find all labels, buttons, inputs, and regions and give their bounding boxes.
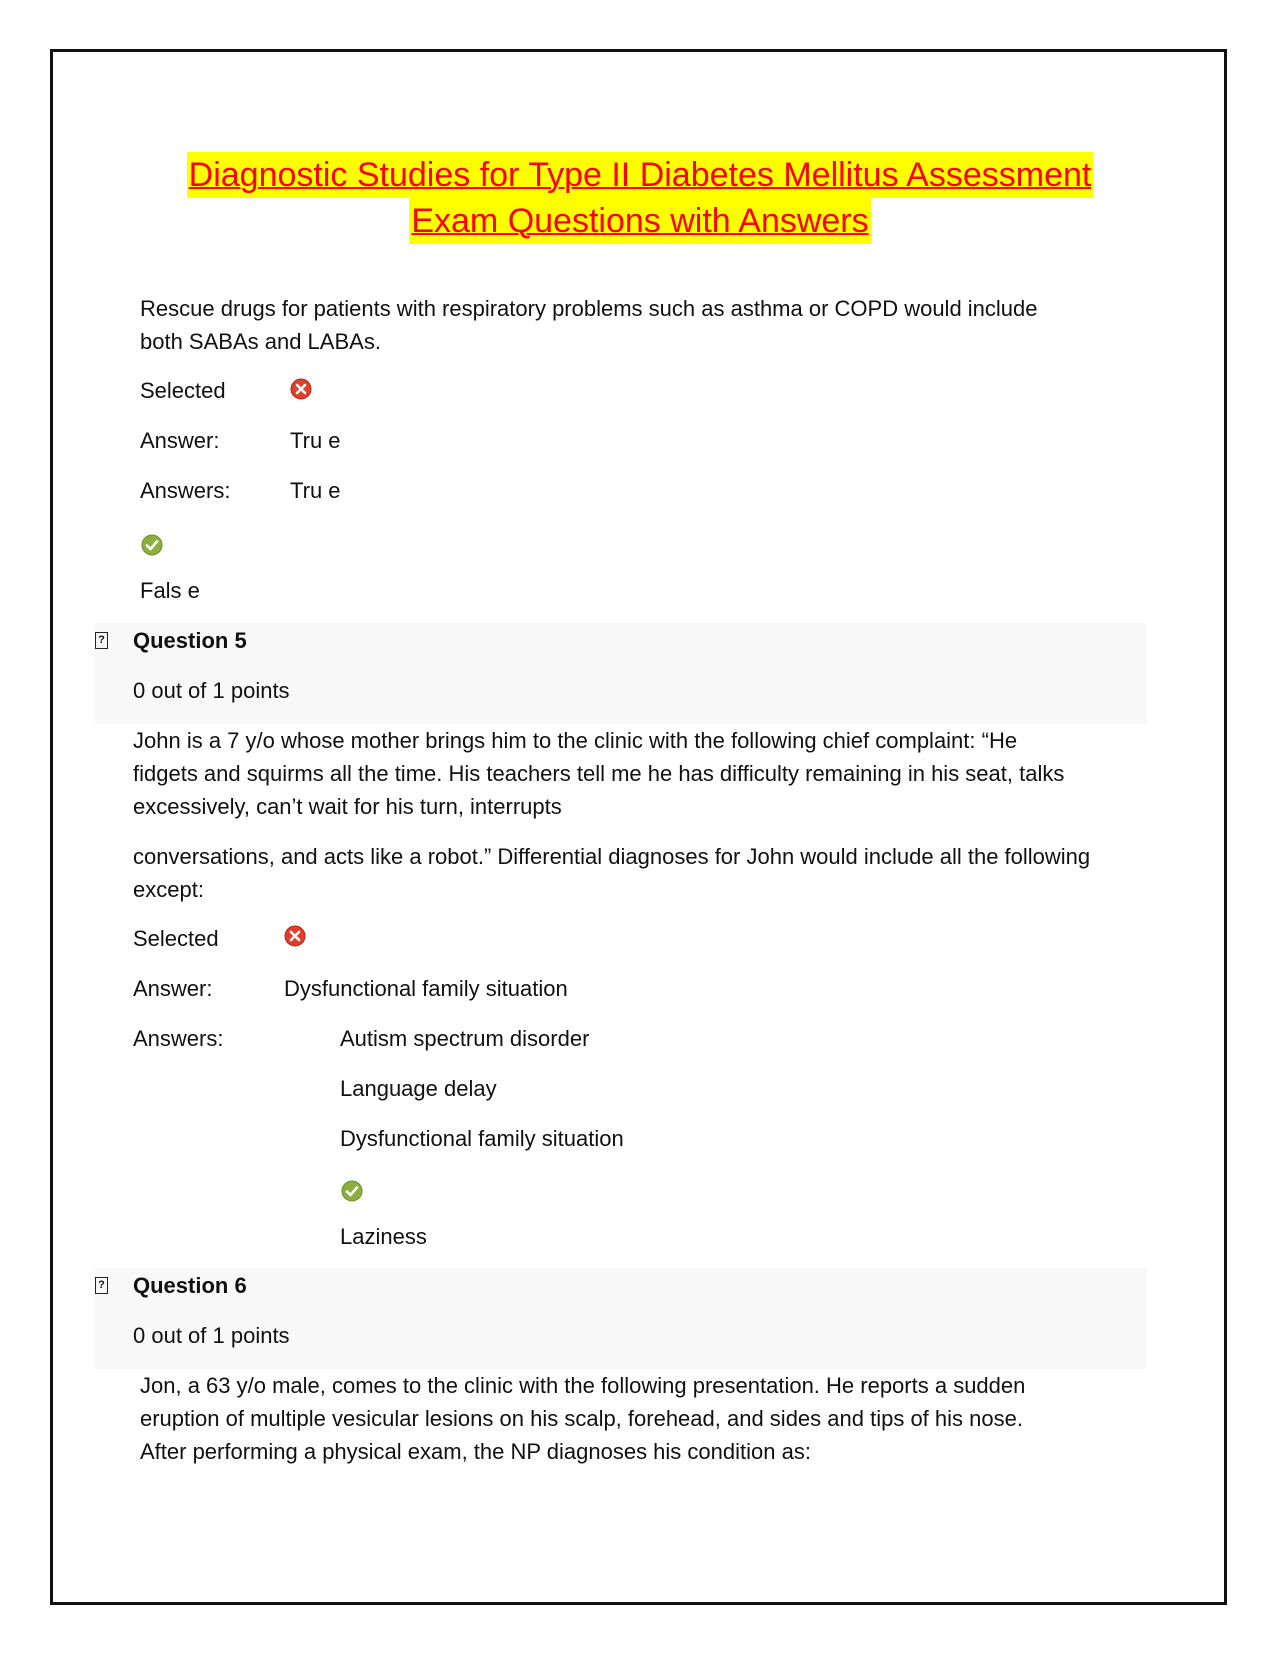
incorrect-icon <box>284 925 306 947</box>
q5-question-text-2: fidgets and squirms all the time. His teachers tell me he has difficulty remaining in his seat, talks <box>133 761 1065 786</box>
q4-question-text-1: Rescue drugs for patients with respiratory problems such as asthma or COPD would include <box>140 296 1038 321</box>
q5-answer-label: Answer: <box>133 976 213 1001</box>
q5-question-text-4: conversations, and acts like a robot.” Differential diagnoses for John would include all the following <box>133 844 1091 869</box>
q5-heading: Question 5 <box>133 628 247 653</box>
q4-question-text-2: both SABAs and LABAs. <box>140 329 381 354</box>
q6-points: 0 out of 1 points <box>133 1323 290 1348</box>
q5-answer-option: Laziness <box>340 1224 427 1249</box>
q5-question-text-1: John is a 7 y/o whose mother brings him to the clinic with the following chief complaint: “He <box>133 728 1018 753</box>
correct-check-icon <box>341 1180 363 1202</box>
q6-question-text-2: eruption of multiple vesicular lesions on his scalp, forehead, and sides and tips of his nose. <box>140 1406 1023 1431</box>
q4-answer-option: Tru e <box>290 478 341 503</box>
q4-answer-label: Answer: <box>140 428 220 453</box>
title-line-1: Diagnostic Studies for Type II Diabetes Mellitus Assessment <box>187 152 1094 198</box>
q5-question-text-5: except: <box>133 877 204 902</box>
q4-selected-label: Selected <box>140 378 226 403</box>
q5-answer-option: Dysfunctional family situation <box>340 1126 624 1151</box>
q6-heading: Question 6 <box>133 1273 247 1298</box>
q5-answer-option: Language delay <box>340 1076 497 1101</box>
q6-question-text-3: After performing a physical exam, the NP diagnoses his condition as: <box>140 1439 811 1464</box>
question-marker-icon: ? <box>95 632 108 649</box>
q5-selected-label: Selected <box>133 926 219 951</box>
q6-question-text-1: Jon, a 63 y/o male, comes to the clinic with the following presentation. He reports a sudden <box>140 1373 1026 1398</box>
question-marker-icon: ? <box>95 1277 108 1294</box>
correct-check-icon <box>141 534 163 556</box>
q4-selected-answer: Tru e <box>290 428 341 453</box>
q5-answer-option: Autism spectrum disorder <box>340 1026 590 1051</box>
q5-answers-label: Answers: <box>133 1026 224 1051</box>
q5-selected-answer: Dysfunctional family situation <box>284 976 568 1001</box>
q4-answer-option: Fals e <box>140 578 200 603</box>
document-title <box>0 152 1280 244</box>
q5-question-text-3: excessively, can’t wait for his turn, interrupts <box>133 794 562 819</box>
title-line-2: Exam Questions with Answers <box>409 198 870 244</box>
incorrect-icon <box>290 378 312 400</box>
q4-answers-label: Answers: <box>140 478 231 503</box>
q5-points: 0 out of 1 points <box>133 678 290 703</box>
